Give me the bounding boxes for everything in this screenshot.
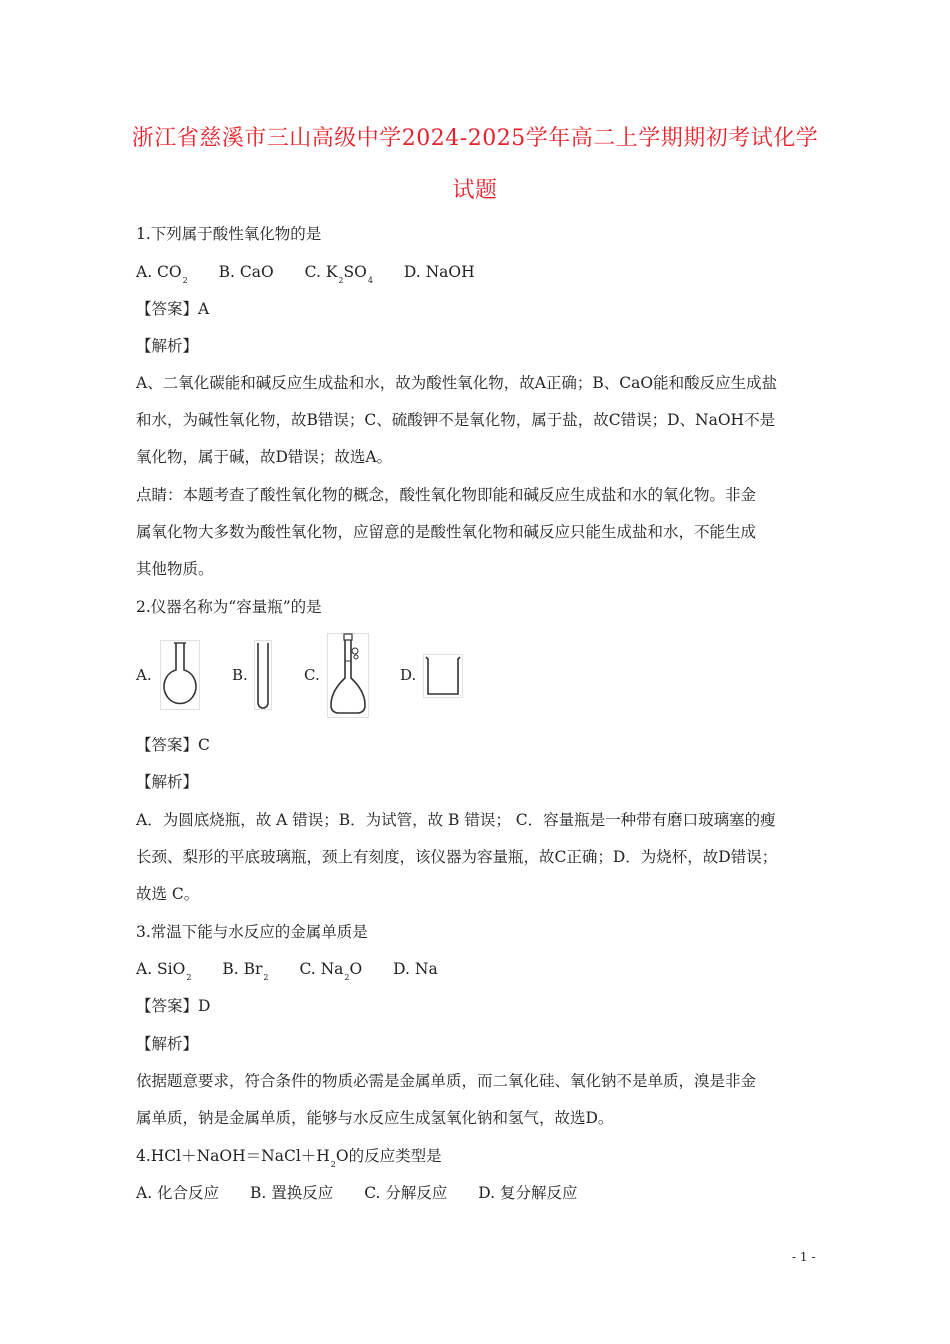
- q1-analysis-label: 【解析】: [136, 337, 199, 355]
- q1-answer: 【答案】A: [136, 300, 210, 318]
- q1-comment-line: 属氧化物大多数为酸性氧化物，应留意的是酸性氧化物和碱反应只能生成盐和水，不能生成: [136, 523, 757, 541]
- q3-options: [136, 959, 464, 988]
- document-title-line2: 试题: [452, 178, 498, 203]
- q3-option-c: C. $Na_2O$: [299, 960, 363, 982]
- q4-stem: $4.HCl+NaOH=NaCl+H_2O$的反应类型是: [136, 1147, 442, 1169]
- q4-option-c: C. 分解反应: [364, 1184, 448, 1202]
- q2-analysis-label: 【解析】: [136, 773, 199, 791]
- q3-option-b: B. $Br_2$: [222, 960, 269, 982]
- q3-option-d: D. Na: [393, 960, 438, 978]
- q1-analysis-line: 和水，为碱性氧化物，故B错误；C、硫酸钾不是氧化物，属于盐，故C错误；D、NaOH不是: [136, 411, 776, 429]
- q3-stem: 3.常温下能与水反应的金属单质是: [136, 923, 368, 941]
- q4-option-b: B. 置换反应: [250, 1184, 334, 1202]
- q2-analysis-line: 故选 C。: [136, 885, 200, 903]
- q4-option-d: D. 复分解反应: [478, 1184, 578, 1202]
- test-tube-image: [254, 640, 272, 710]
- q3-answer: 【答案】D: [136, 997, 211, 1015]
- page-number: - 1 -: [792, 1250, 816, 1264]
- volumetric-flask-image: [327, 633, 369, 718]
- q3-analysis-line: 属单质，钠是金属单质，能够与水反应生成氢氧化钠和氢气，故选D。: [136, 1109, 614, 1127]
- q1-options: [136, 262, 501, 291]
- q2-label-d: D.: [400, 666, 417, 684]
- beaker-image: [423, 654, 463, 698]
- q2-answer: 【答案】C: [136, 736, 210, 754]
- q2-label-b: B.: [232, 666, 248, 684]
- q2-analysis-line: A．为圆底烧瓶，故 A 错误；B．为试管，故 B 错误； C．容量瓶是一种带有磨口玻璃塞的瘦: [136, 811, 776, 829]
- q2-analysis-line: 长颈、梨形的平底玻璃瓶，颈上有刻度，该仪器为容量瓶，故C正确；D．为烧杯，故D错误；: [136, 848, 778, 866]
- q2-label-a: A.: [136, 666, 152, 684]
- document-title-line1: 浙江省慈溪市三山高级中学2024-2025学年高二上学期期初考试化学: [131, 126, 819, 151]
- q3-option-a: A. SiO$_2$: [136, 960, 192, 982]
- q4-option-a: A. 化合反应: [136, 1184, 220, 1202]
- round-bottom-flask-image: [160, 640, 200, 710]
- q3-analysis-line: 依据题意要求，符合条件的物质必需是金属单质，而二氧化硅、氧化钠不是单质，溴是非金: [136, 1072, 757, 1090]
- q2-stem: 2.仪器名称为“容量瓶”的是: [136, 598, 322, 616]
- q1-option-c: C. $K_2SO_4$: [304, 263, 373, 285]
- q4-options: [136, 1183, 604, 1203]
- q2-label-c: C.: [304, 666, 320, 684]
- q1-comment-line: 点睛：本题考查了酸性氧化物的概念，酸性氧化物即能和碱反应生成盐和水的氧化物。非金: [136, 486, 757, 504]
- q1-stem: 1.下列属于酸性氧化物的是: [136, 225, 322, 243]
- q1-analysis-line: A、二氧化碳能和碱反应生成盐和水，故为酸性氧化物，故A正确；B、CaO能和酸反应生成盐: [136, 374, 778, 392]
- q1-comment-line: 其他物质。: [136, 560, 214, 578]
- q1-analysis-line: 氧化物，属于碱，故D错误；故选A。: [136, 448, 393, 466]
- q1-option-b: B. CaO: [218, 263, 274, 281]
- q3-analysis-label: 【解析】: [136, 1035, 199, 1053]
- q1-option-a: A. $CO_2$: [136, 263, 188, 285]
- q1-option-d: D. NaOH: [403, 263, 475, 281]
